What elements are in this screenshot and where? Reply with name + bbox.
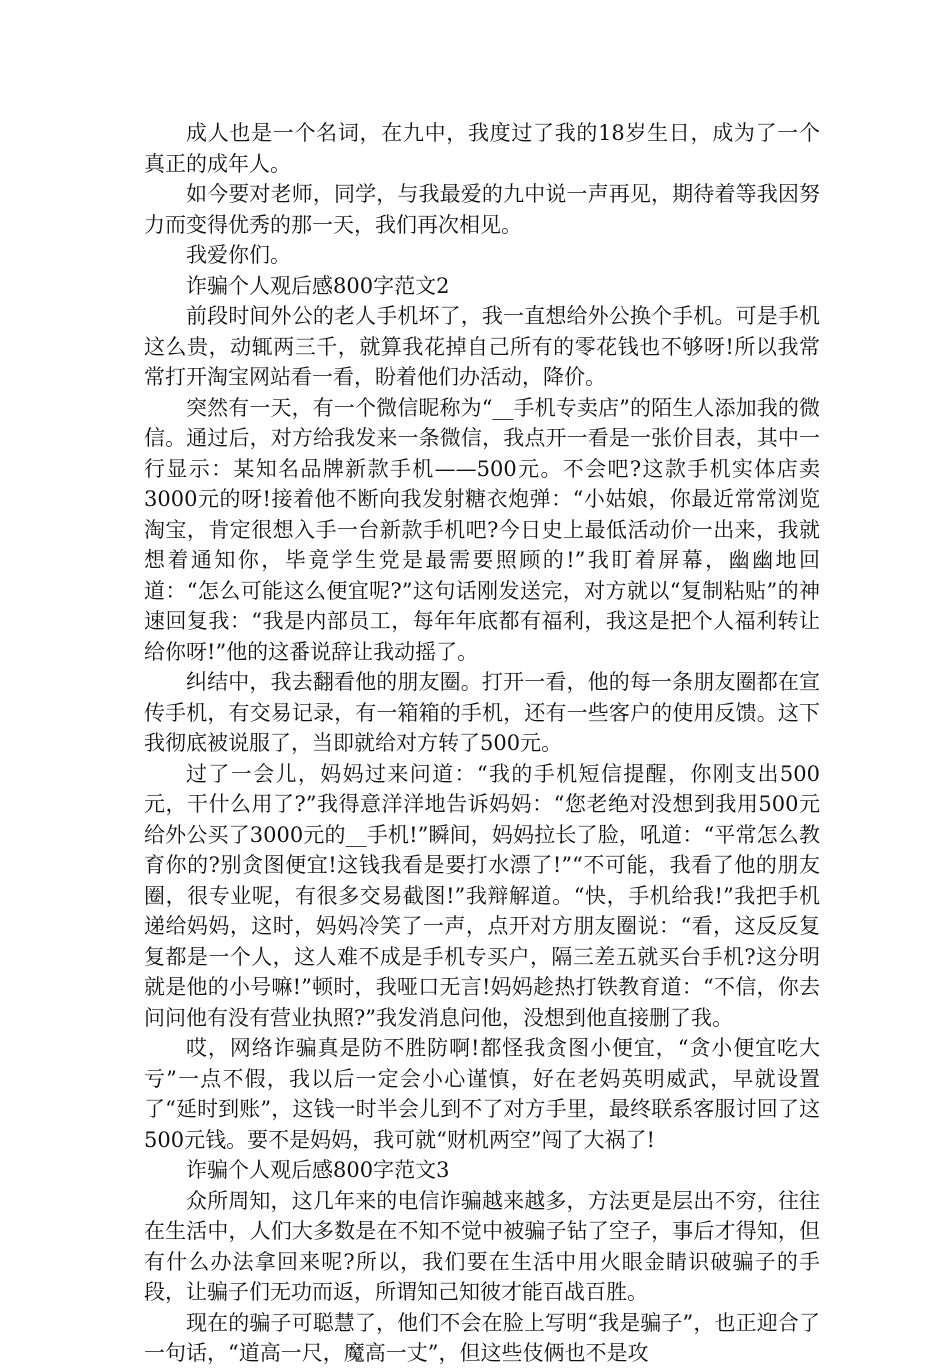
paragraph: 突然有一天，有一个微信昵称为“__手机专卖店”的陌生人添加我的微信。通过后，对方给我发来一条微信，我点开一看是一张价目表，其中一行显示：某知名品牌新款手机——500元。不会吧?这款手机实体店卖3000元的呀!接着他不断向我发射糖衣炮弹：“小姑娘，你最近常常浏览淘宝，肯定很想入手一台新款手机吧?今日史上最低活动价一出来，我就想着通知你，毕竟学生党是最需要照顾的!”我盯着屏幕，幽幽地回道：“怎么可能这么便宜呢?”这句话刚发送完，对方就以“复制粘贴”的神速回复我：“我是内部员工，每年年底都有福利，我这是把个人福利转让给你呀!”他的这番说辞让我动摇了。 bbox=[144, 395, 820, 664]
paragraph: 现在的骗子可聪慧了，他们不会在脸上写明“我是骗子”，也正迎合了一句话，“道高一尺，魔高一丈”，但这些伎俩也不是攻 bbox=[144, 1310, 820, 1365]
section-heading: 诈骗个人观后感800字范文2 bbox=[186, 273, 450, 298]
paragraph: 我爱你们。 bbox=[186, 243, 291, 267]
paragraph: 过了一会儿，妈妈过来问道：“我的手机短信提醒，你刚支出500元，干什么用了?”我得意洋洋地告诉妈妈：“您老绝对没想到我用500元给外公买了3000元的__手机!”瞬间，妈妈拉长了脸，吼道：“平常怎么教育你的?别贪图便宜!这钱我看是要打水漂了!”“不可能，我看了他的朋友圈，很专业呢，有很多交易截图!”我辩解道。“快，手机给我!”我把手机递给妈妈，这时，妈妈冷笑了一声，点开对方朋友圈说：“看，这反反复复都是一个人，这人难不成是手机专买户，隔三差五就买台手机?这分明就是他的小号嘛!”顿时，我哑口无言!妈妈趁热打铁教育道：“不信，你去问问他有没有营业执照?”我发消息问他，没想到他直接删了我。 bbox=[144, 761, 820, 1030]
paragraph: 前段时间外公的老人手机坏了，我一直想给外公换个手机。可是手机这么贵，动辄两三千，就算我花掉自己所有的零花钱也不够呀!所以我常常打开淘宝网站看一看，盼着他们办活动，降价。 bbox=[144, 304, 820, 389]
paragraph: 众所周知，这几年来的电信诈骗越来越多，方法更是层出不穷，往往在生活中，人们大多数是在不知不觉中被骗子钻了空子，事后才得知，但有什么办法拿回来呢?所以，我们要在生活中用火眼金睛识破骗子的手段，让骗子们无功而返，所谓知己知彼才能百战百胜。 bbox=[144, 1188, 820, 1304]
paragraph: 成人也是一个名词，在九中，我度过了我的18岁生日，成为了一个真正的成年人。 bbox=[144, 121, 820, 176]
document-page bbox=[144, 118, 820, 1369]
section-heading: 诈骗个人观后感800字范文3 bbox=[186, 1158, 450, 1182]
paragraph: 如今要对老师，同学，与我最爱的九中说一声再见，期待着等我因努力而变得优秀的那一天，我们再次相见。 bbox=[144, 182, 820, 237]
paragraph: 纠结中，我去翻看他的朋友圈。打开一看，他的每一条朋友圈都在宣传手机，有交易记录，有一箱箱的手机，还有一些客户的使用反馈。这下我彻底被说服了，当即就给对方转了500元。 bbox=[144, 670, 820, 755]
paragraph: 哎，网络诈骗真是防不胜防啊!都怪我贪图小便宜，“贪小便宜吃大亏”一点不假，我以后一定会小心谨慎，好在老妈英明威武，早就设置了“延时到账”，这钱一时半会儿到不了对方手里，最终联系客服讨回了这500元钱。要不是妈妈，我可就“财机两空”闯了大祸了! bbox=[144, 1036, 820, 1152]
